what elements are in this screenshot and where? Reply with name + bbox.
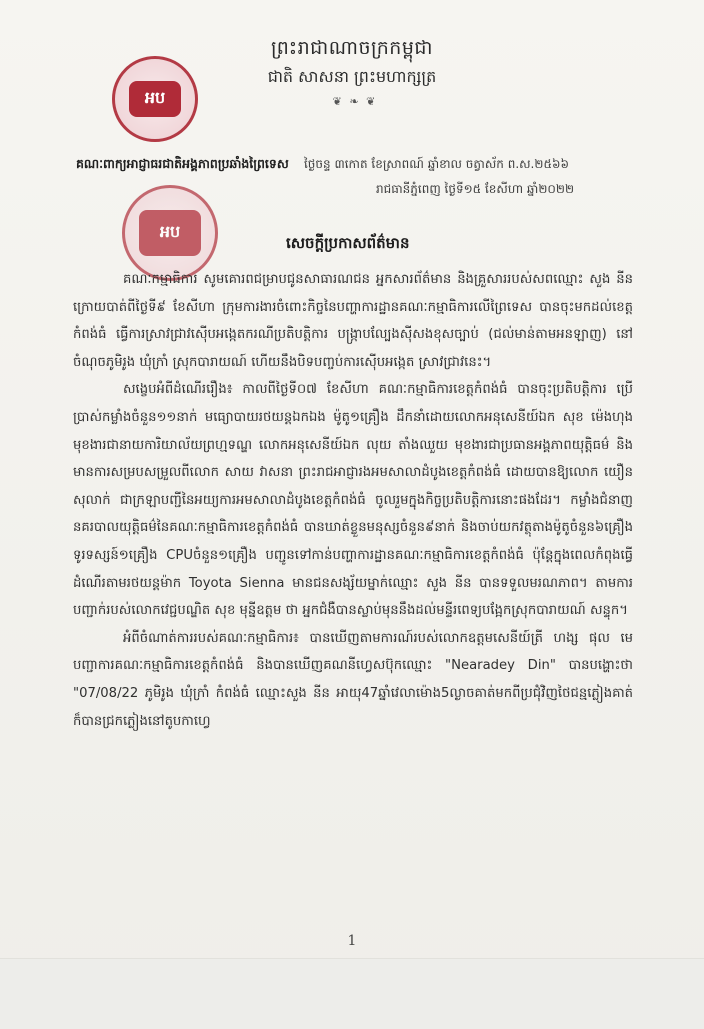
page-footer-area bbox=[0, 958, 704, 1029]
emblem-lettering: អប bbox=[129, 81, 181, 117]
ornament-divider: ❦ ❧ ❦ bbox=[332, 95, 378, 108]
kingdom-heading: ព្រះរាជាណាចក្រកម្ពុជា bbox=[271, 37, 433, 59]
document-body bbox=[73, 266, 633, 735]
seal-lettering: អប bbox=[139, 210, 201, 256]
national-motto: ជាតិ សាសនា ព្រះមហាក្សត្រ bbox=[267, 67, 437, 86]
organization-name: គណៈពាក្យអាជ្ញាធរជាតិ​អង្គភាពប្រឆាំងព្រៃទេស bbox=[76, 156, 289, 171]
date-lunar: ថ្ងៃចន្ទ ៣កោត ខែស្រាពណ៍ ឆ្នាំខាល ចត្វាស័ក ព.ស.២៥៦៦ bbox=[304, 157, 569, 171]
organization-emblem-icon bbox=[112, 56, 198, 142]
document-title: សេចក្តីប្រកាសព័ត៌មាន bbox=[286, 234, 410, 252]
paragraph-summary: សង្ខេបអំពីដំណើររឿង៖ កាលពីថ្ងៃទី០៧ ខែសីហា គណៈកម្មាធិការខេត្តកំពង់ធំ បានចុះប្រតិបត្តិការ ប្រើប្រាស់កម្លាំងចំនួន១១នាក់ មធ្យោបាយរថយន្តឯកឯង ម៉ូតូ១គ្រឿង ដឹកនាំដោយលោកអនុសេនីយ៍ឯក សុខ ម៉េងហុង មុខងារជានាយការិយាល័យព្រហ្មទណ្ឌ លោកអនុសេនីយ៍ឯក លុយ តាំងឈួយ មុខងារជាប្រធានអង្គភាពយុត្តិធម៌ និងមានការសម្របសម្រួលពីលោក សាយ វាសនា ព្រះរាជអាជ្ញារងអមសាលាដំបូងខេត្តកំពង់ធំ ដោយបានឱ្យលោក យឿន សុលាក់ ជាក្រឡាបញ្ជីនៃអយ្យការអមសាលាដំបូងខេត្តកំពង់ធំ ចូលរួមក្នុងកិច្ចប្រតិបត្តិការនោះផងដែរ។ កម្លាំងជំនាញនគរបាលយុត្តិធម៌នៃគណៈកម្មាធិការខេត្តកំពង់ធំ បានឃាត់ខ្លួនមនុស្សចំនួន៩នាក់ និងចាប់យកវត្ថុតាងម៉ូតូចំនួន៦គ្រឿង ទូរទស្សន៍១គ្រឿង CPUចំនួន១គ្រឿង បញ្ជូនទៅកាន់បញ្ហាការដ្ឋានគណៈកម្មាធិការខេត្តកំពង់ធំ ប៉ុន្តែក្នុងពេលកំពុងធ្វើដំណើរតាមរថយន្តម៉ាក Toyota Sienna មានជនសង្ស័យម្នាក់ឈ្មោះ សួង នីន បានទទួលមរណភាព។ តាមការបញ្ជាក់របស់លោកវេជ្ជបណ្ឌិត សុខ មុន្នីឧត្តម ថា អ្នកជំងឺបានស្លាប់មុននឹងដល់មន្ទីរពេទ្យបង្អែកស្រុកបារាយណ៍ សន្ទុក។ bbox=[73, 382, 633, 619]
date-solar: រាជធានីភ្នំពេញ ថ្ងៃទី១៥ ខែសីហា ឆ្នាំ២០២២ bbox=[376, 182, 575, 196]
paragraph-intro: គណៈកម្មាធិការ សូមគោរពជម្រាបជូនសាធារណជន អ្នកសារព័ត៌មាន និងគ្រួសាររបស់សពឈ្មោះ សួង នីន ក្រោយបាត់ពីថ្ងៃទី៩ ខែសីហា ក្រុមការងារចំពោះកិច្ចនៃបញ្ហាការដ្ឋានគណៈកម្មាធិការលើព្រៃទេស បានចុះមកដល់ខេត្តកំពង់ធំ ធ្វើការស្រាវជ្រាវស៊ើបអង្កេតករណីប្រតិបត្តិការ បង្ក្រាបល្បែងស៊ីសងខុសច្បាប់ (ជល់មាន់តាមអនឡាញ) នៅចំណុចភូមិរូង ឃុំក្រាំ ស្រុកបារាយណ៍ ហើយនឹងបិទបញ្ចប់ការស៊ើបអង្កេត ស្រាវជ្រាវនេះ។ bbox=[73, 272, 633, 370]
page-number: 1 bbox=[347, 933, 357, 949]
paragraph-actions: អំពីចំណាត់ការរបស់គណៈកម្មាធិការ៖ បានឃើញតាមការណ៍របស់លោកឧត្តមសេនីយ៍ត្រី ហង្ស ផុល មេបញ្ជាការគណៈកម្មាធិការខេត្តកំពង់ធំ និងបានឃើញគណនីហ្វេសប៊ុកឈ្មោះ "Nearadey Din" បានបង្ហោះថា "07/08/22 ភូមិរូង ឃុំក្រាំ កំពង់ធំ ឈ្មោះសួង នីន អាយុ47ឆ្នាំវេលាម៉ោង5ល្ងាចគាត់មកពីប្រជុំវិញថៃជន្មភ្លៀងគាត់ក៏បានជ្រកភ្លៀងនៅតូបកាហ្វេ bbox=[73, 630, 633, 729]
